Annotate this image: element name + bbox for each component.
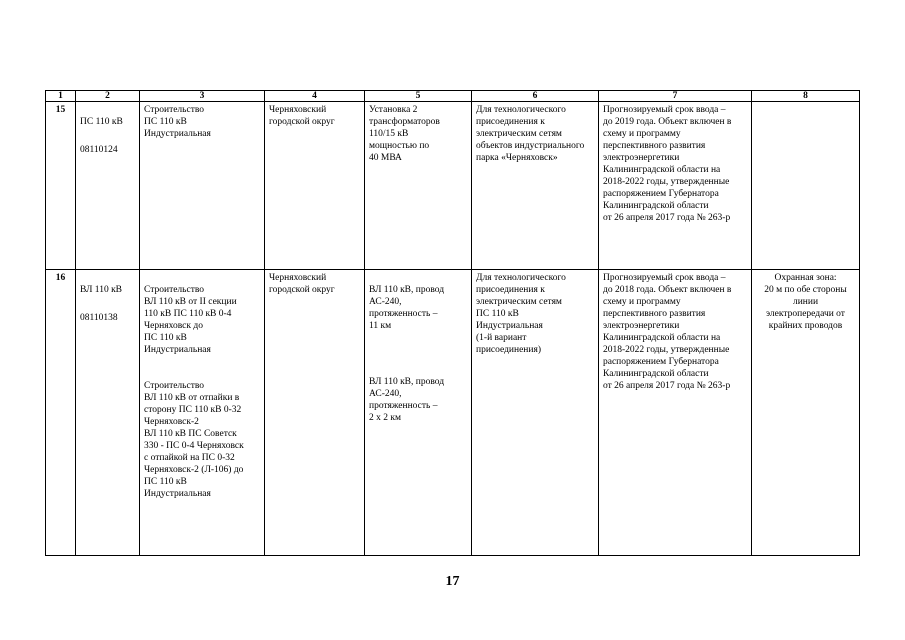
- term-cell: Прогнозируемый срок ввода – до 2019 года. Объект включен в схему и программу перспективного развития электроэнергетики Калининградской области на 2018-2022 годы, утвержденные распоряжением Губернатора Калининградской области от 26 апреля 2017 года № 263-р: [599, 102, 752, 270]
- object-name: ПС 110 кВ: [80, 117, 123, 127]
- row-number: 15: [46, 102, 76, 270]
- work-cell: [140, 270, 265, 556]
- table-row-16: [46, 270, 860, 556]
- header-cell-4: 4: [265, 91, 365, 102]
- object-code: 08110138: [80, 313, 118, 323]
- header-cell-1: 1: [46, 91, 76, 102]
- header-cell-3: 3: [140, 91, 265, 102]
- work-cell: [140, 102, 265, 270]
- note-cell: Охранная зона: 20 м по обе стороны линии электропередачи от крайних проводов: [752, 270, 860, 556]
- params-text-2: ВЛ 110 кВ, провод АС-240, протяженность – 2 х 2 км: [369, 377, 445, 423]
- header-cell-8: 8: [752, 91, 860, 102]
- location-cell: Черняховский городской округ: [265, 102, 365, 270]
- header-cell-2: 2: [76, 91, 140, 102]
- note-cell: [752, 102, 860, 270]
- params-text: Установка 2 трансформаторов 110/15 кВ мощностью по 40 МВА: [369, 105, 440, 163]
- header-row: [46, 91, 860, 102]
- work-text-1: Строительство ВЛ 110 кВ от II секции 110 кВ ПС 110 кВ 0-4 Черняховск до ПС 110 кВ Индустриальная: [144, 285, 237, 355]
- object-code: 08110124: [80, 145, 118, 155]
- params-cell: [365, 270, 472, 556]
- row-number: 16: [46, 270, 76, 556]
- location-cell: Черняховский городской округ: [265, 270, 365, 556]
- header-cell-7: 7: [599, 91, 752, 102]
- header-cell-6: 6: [472, 91, 599, 102]
- params-text-1: ВЛ 110 кВ, провод АС-240, протяженность – 11 км: [369, 285, 445, 331]
- table-row-15: [46, 102, 860, 270]
- work-text-2: Строительство ВЛ 110 кВ от отпайки в сторону ПС 110 кВ 0-32 Черняховск-2 ВЛ 110 кВ ПС Советск 330 - ПС 0-4 Черняховск с отпайкой на ПС 0-32 Черняховск-2 (Л-106) до ПС 110 кВ Индустриальная: [144, 381, 244, 499]
- term-cell: Прогнозируемый срок ввода – до 2018 года. Объект включен в схему и программу перспективного развития электроэнергетики Калининградской области на 2018-2022 годы, утвержденные распоряжением Губернатора Калининградской области от 26 апреля 2017 года № 263-р: [599, 270, 752, 556]
- object-cell: [76, 102, 140, 270]
- purpose-cell: Для технологического присоединения к электрическим сетям ПС 110 кВ Индустриальная (1-й вариант присоединения): [472, 270, 599, 556]
- object-name: ВЛ 110 кВ: [80, 285, 123, 295]
- purpose-cell: Для технологического присоединения к электрическим сетям объектов индустриального парка «Черняховск»: [472, 102, 599, 270]
- header-cell-5: 5: [365, 91, 472, 102]
- work-text: Строительство ПС 110 кВ Индустриальная: [144, 105, 211, 139]
- document-table: [45, 90, 860, 556]
- params-cell: [365, 102, 472, 270]
- page-number: 17: [445, 574, 460, 589]
- object-cell: [76, 270, 140, 556]
